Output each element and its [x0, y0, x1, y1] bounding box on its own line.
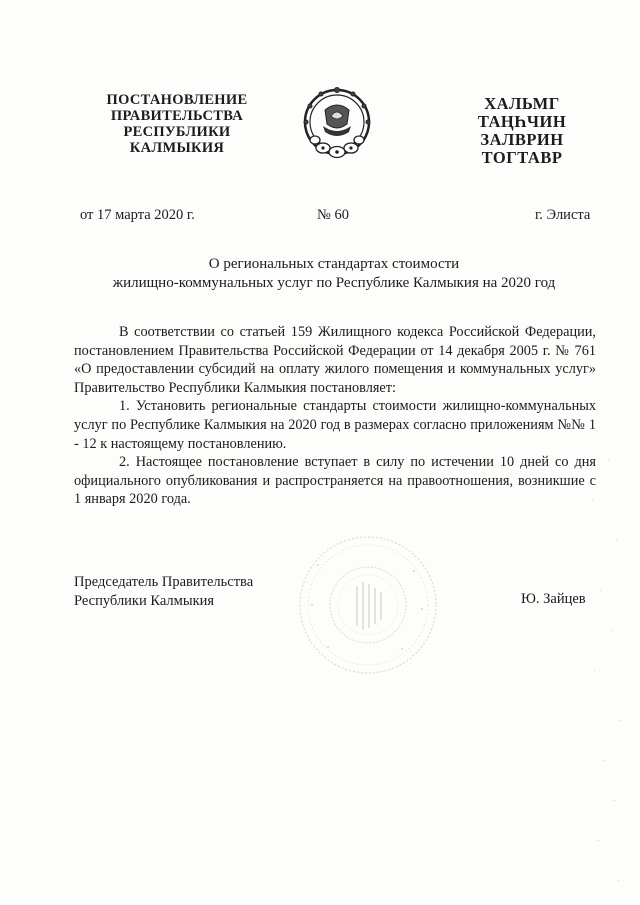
- header-left-line: РЕСПУБЛИКИ: [123, 124, 231, 140]
- header-right-line: ЗАЛВРИН: [480, 130, 564, 149]
- body-paragraph-item-2: 2. Настоящее постановление вступает в силу по истечении 10 дней со дня официального опубликования и распространяется на правоотношения, возникшие с 1 января 2020 года.: [74, 454, 596, 508]
- header-left-title: [102, 92, 252, 156]
- header-left-line: ПРАВИТЕЛЬСТВА: [110, 108, 244, 124]
- body-paragraph-preamble: В соответствии со статьей 159 Жилищного кодекса Российской Федерации, постановлением Правительства Российской Федерации от 14 декабря 2005 г. № 761 «О предоставлении субсидий на оплату жилого помещения и коммунальных услуг» Правительство Республики Калмыкия постановляет:: [74, 324, 596, 396]
- title-line-1: О региональных стандартах стоимости: [208, 256, 460, 272]
- title-line-2: жилищно-коммунальных услуг по Республике Калмыкия на 2020 год: [112, 275, 556, 291]
- scan-artifact: [586, 420, 626, 900]
- header-right-line: ТОГТАВР: [481, 148, 563, 167]
- document-title: [60, 255, 608, 293]
- kalmykia-coat-of-arms-icon: [301, 82, 373, 166]
- signatory-position: [74, 573, 253, 610]
- header-right-line: ТАҢҺЧИН: [477, 112, 567, 131]
- header-left-line: ПОСТАНОВЛЕНИЕ: [106, 92, 248, 108]
- document-body: [74, 323, 596, 509]
- header-right-line: ХАЛЬМГ: [484, 94, 560, 113]
- signatory-position-line-1: Председатель Правительства: [74, 574, 254, 590]
- header-left-line: КАЛМЫКИЯ: [129, 140, 225, 156]
- signatory-name: Ю. Зайцев: [521, 591, 586, 607]
- header-right-title: [462, 95, 582, 167]
- document-date: от 17 марта 2020 г.: [80, 207, 195, 223]
- official-seal-icon: [297, 534, 439, 676]
- signatory-position-line-2: Республики Калмыкия: [74, 592, 215, 609]
- body-paragraph-item-1: 1. Установить региональные стандарты стоимости жилищно-коммунальных услуг по Республике Калмыкия на 2020 год в размерах согласно приложениям №№ 1 - 12 к настоящему постановлению.: [74, 398, 596, 452]
- document-number: № 60: [317, 207, 349, 223]
- document-city: г. Элиста: [535, 207, 591, 223]
